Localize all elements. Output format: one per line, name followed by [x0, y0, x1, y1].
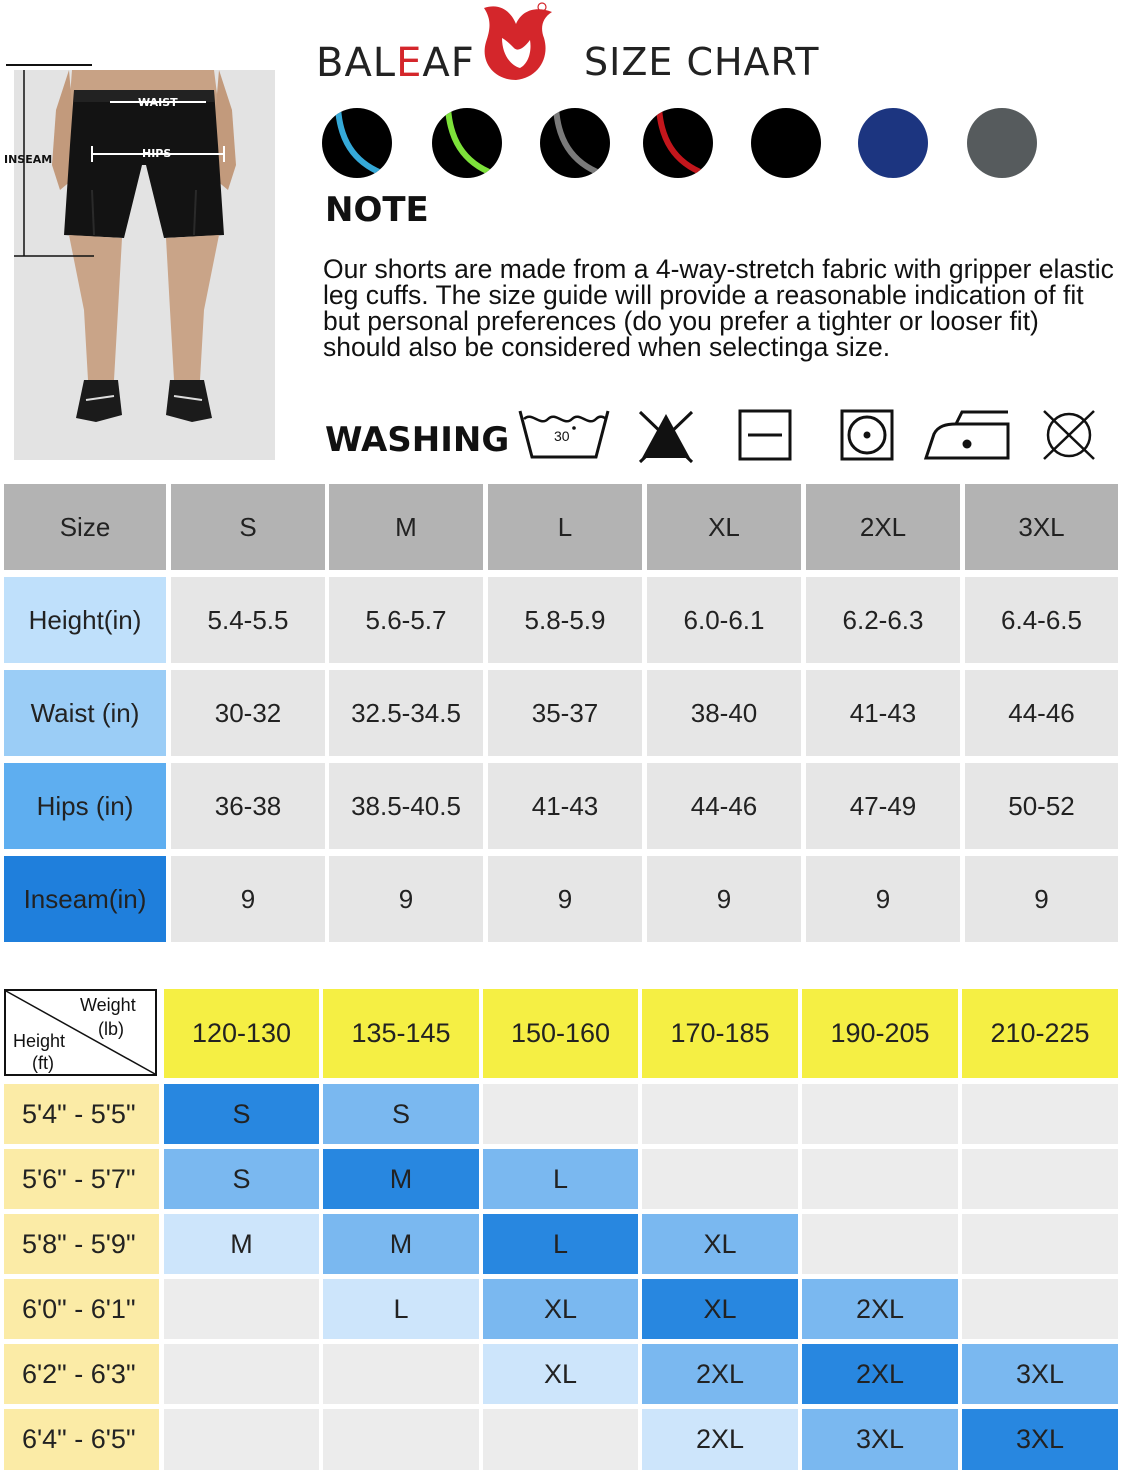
color-swatch-black-blue-stripe[interactable] — [322, 108, 392, 178]
size-header-3xl: 3XL — [965, 484, 1118, 570]
size-header-xl: XL — [647, 484, 801, 570]
empty-cell — [164, 1279, 319, 1339]
brand-e: E — [396, 40, 423, 86]
height-label-cell: 6'2" - 6'3" — [4, 1344, 159, 1404]
size-recommendation-cell: M — [323, 1214, 479, 1274]
empty-cell — [323, 1344, 479, 1404]
height-label-cell: 6'4" - 6'5" — [4, 1409, 159, 1470]
height-label-cell: 5'4" - 5'5" — [4, 1084, 159, 1144]
empty-cell — [323, 1409, 479, 1470]
size-header-s: S — [171, 484, 325, 570]
size-value-cell: 6.2-6.3 — [806, 577, 960, 663]
do-not-dryclean-icon — [1040, 407, 1098, 463]
size-header-2xl: 2XL — [806, 484, 960, 570]
size-recommendation-cell: S — [164, 1084, 319, 1144]
wash-temp-text: 30 — [554, 428, 570, 444]
size-recommendation-cell: XL — [483, 1344, 638, 1404]
empty-cell — [802, 1214, 958, 1274]
size-header-l: L — [488, 484, 642, 570]
height-label-cell: 6'0" - 6'1" — [4, 1279, 159, 1339]
corner-weight: Weight — [80, 995, 136, 1015]
brand-left: BAL — [316, 40, 397, 86]
size-value-cell: 9 — [806, 856, 960, 942]
do-not-bleach-icon — [636, 408, 696, 464]
height-label-cell: 5'8" - 5'9" — [4, 1214, 159, 1274]
empty-cell — [164, 1409, 319, 1470]
iron-low-icon — [922, 408, 1012, 462]
size-value-cell: 38.5-40.5 — [329, 763, 483, 849]
size-value-cell: 44-46 — [647, 763, 801, 849]
hips-label: HIPS — [142, 147, 172, 160]
swatch-stripe — [322, 108, 392, 178]
size-recommendation-cell: XL — [642, 1214, 798, 1274]
size-value-cell: 9 — [965, 856, 1118, 942]
color-swatch-black-green-stripe[interactable] — [432, 108, 502, 178]
size-recommendation-cell: S — [164, 1149, 319, 1209]
size-recommendation-cell: M — [164, 1214, 319, 1274]
empty-cell — [962, 1084, 1118, 1144]
size-value-cell: 38-40 — [647, 670, 801, 756]
size-value-cell: 41-43 — [488, 763, 642, 849]
size-value-cell: 5.6-5.7 — [329, 577, 483, 663]
weight-header-cell: 190-205 — [802, 989, 958, 1078]
empty-cell — [802, 1149, 958, 1209]
size-value-cell: 41-43 — [806, 670, 960, 756]
inseam-label: INSEAM — [4, 153, 53, 166]
empty-cell — [642, 1084, 798, 1144]
color-swatch-navy[interactable] — [858, 108, 928, 178]
size-recommendation-cell: 2XL — [802, 1279, 958, 1339]
chart-title: SIZE CHART — [584, 40, 820, 84]
row-label-1: Waist (in) — [4, 670, 166, 756]
size-recommendation-cell: L — [323, 1279, 479, 1339]
empty-cell — [962, 1214, 1118, 1274]
size-recommendation-cell: 3XL — [802, 1409, 958, 1470]
inseam-top-line — [6, 64, 92, 66]
size-value-cell: 35-37 — [488, 670, 642, 756]
row-label-2: Hips (in) — [4, 763, 166, 849]
size-recommendation-cell: XL — [483, 1279, 638, 1339]
product-photo — [14, 70, 275, 460]
row-label-0: Height(in) — [4, 577, 166, 663]
size-value-cell: 9 — [488, 856, 642, 942]
swatch-stripe — [643, 108, 713, 178]
size-value-cell: 6.4-6.5 — [965, 577, 1118, 663]
empty-cell — [483, 1084, 638, 1144]
size-value-cell: 32.5-34.5 — [329, 670, 483, 756]
size-recommendation-cell: 2XL — [642, 1409, 798, 1470]
size-value-cell: 44-46 — [965, 670, 1118, 756]
size-recommendation-cell: S — [323, 1084, 479, 1144]
size-value-cell: 30-32 — [171, 670, 325, 756]
swatch-stripe — [540, 108, 610, 178]
color-swatch-gray[interactable] — [967, 108, 1037, 178]
waist-label: WAIST — [138, 96, 178, 109]
swatch-stripe — [432, 108, 502, 178]
tumble-dry-low-icon — [840, 409, 894, 461]
size-recommendation-cell: 3XL — [962, 1344, 1118, 1404]
dry-flat-icon — [738, 409, 792, 461]
baleaf-logo-icon — [472, 2, 562, 84]
weight-header-cell: 210-225 — [962, 989, 1118, 1078]
size-recommendation-cell: 2XL — [802, 1344, 958, 1404]
weight-height-corner — [4, 989, 157, 1076]
size-value-cell: 5.8-5.9 — [488, 577, 642, 663]
corner-height: Height — [13, 1031, 66, 1051]
empty-cell — [164, 1344, 319, 1404]
size-recommendation-cell: M — [323, 1149, 479, 1209]
washing-title: WASHING — [325, 420, 510, 460]
size-value-cell: 9 — [329, 856, 483, 942]
height-label-cell: 5'6" - 5'7" — [4, 1149, 159, 1209]
size-value-cell: 36-38 — [171, 763, 325, 849]
wash-30-icon — [516, 405, 612, 463]
empty-cell — [962, 1279, 1118, 1339]
weight-header-cell: 135-145 — [323, 989, 479, 1078]
size-value-cell: 6.0-6.1 — [647, 577, 801, 663]
color-swatch-black-red-stripe[interactable] — [643, 108, 713, 178]
size-header-m: M — [329, 484, 483, 570]
size-header-label: Size — [4, 484, 166, 570]
size-recommendation-cell: L — [483, 1149, 638, 1209]
size-value-cell: 9 — [647, 856, 801, 942]
size-recommendation-cell: 2XL — [642, 1344, 798, 1404]
empty-cell — [962, 1149, 1118, 1209]
color-swatch-black[interactable] — [751, 108, 821, 178]
size-value-cell: 5.4-5.5 — [171, 577, 325, 663]
size-value-cell: 50-52 — [965, 763, 1118, 849]
brand-right: AF — [422, 40, 475, 86]
corner-height-unit: (ft) — [32, 1053, 54, 1073]
weight-header-cell: 170-185 — [642, 989, 798, 1078]
size-value-cell: 47-49 — [806, 763, 960, 849]
weight-header-cell: 150-160 — [483, 989, 638, 1078]
size-recommendation-cell: XL — [642, 1279, 798, 1339]
size-recommendation-cell: 3XL — [962, 1409, 1118, 1470]
brand-name — [316, 40, 475, 86]
size-value-cell: 9 — [171, 856, 325, 942]
note-text: Our shorts are made from a 4-way-stretch fabric with gripper elastic leg cuffs. The size guide will provide a reasonable indication of fit but personal preferences (do you prefer a tighter or looser fit) should also be considered when selectinga size. — [323, 254, 1114, 362]
size-recommendation-cell: L — [483, 1214, 638, 1274]
empty-cell — [802, 1084, 958, 1144]
empty-cell — [483, 1409, 638, 1470]
empty-cell — [642, 1149, 798, 1209]
color-swatch-black-gray-stripe[interactable] — [540, 108, 610, 178]
row-label-3: Inseam(in) — [4, 856, 166, 942]
model-illustration — [14, 70, 275, 460]
weight-header-cell: 120-130 — [164, 989, 319, 1078]
note-title: NOTE — [325, 190, 429, 230]
corner-weight-unit: (lb) — [98, 1019, 124, 1039]
